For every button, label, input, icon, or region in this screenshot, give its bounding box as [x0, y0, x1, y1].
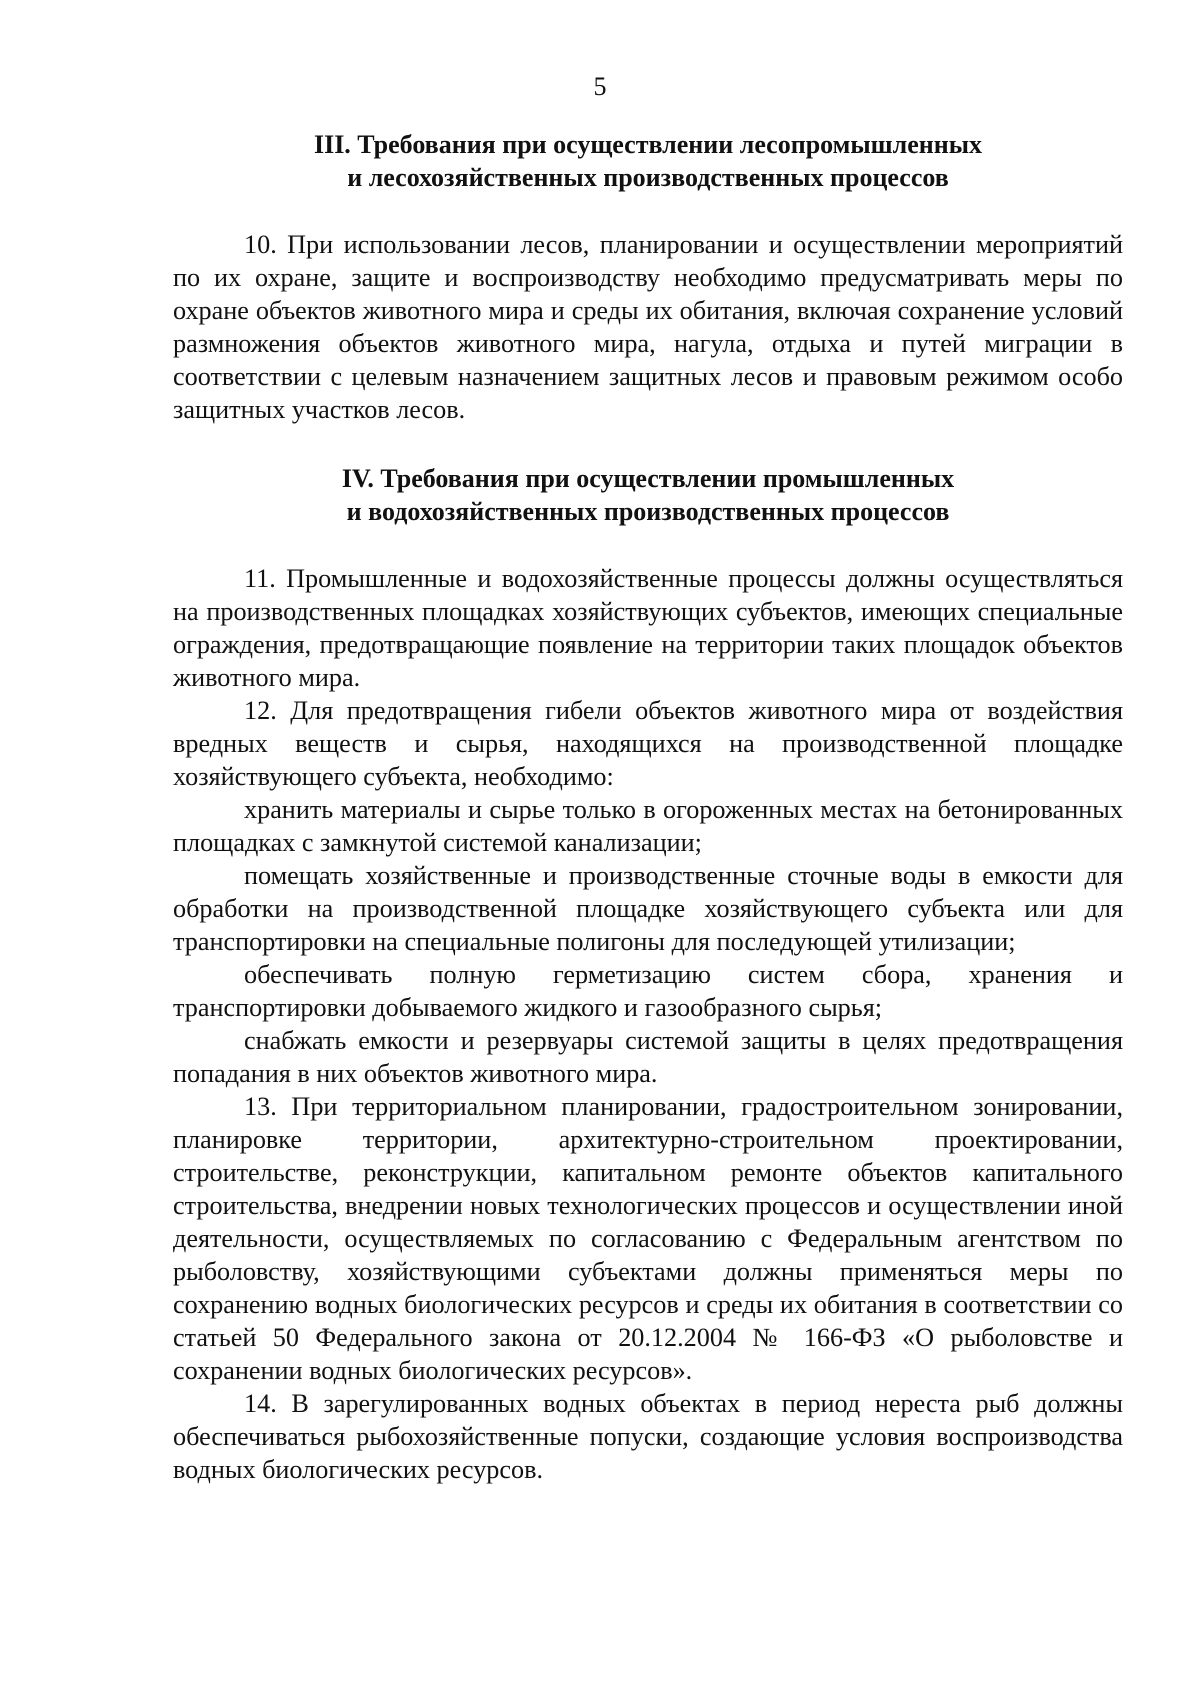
page-number: 5 [593, 72, 607, 101]
section-title-line: IV. Требования при осуществлении промышленных [341, 464, 955, 493]
section-3 [173, 128, 1123, 426]
document-body [173, 128, 1123, 1486]
clause-12: 12. Для предотвращения гибели объектов животного мира от воздействия вредных веществ и сырья, находящихся на производственной площадке хозяйствующего субъекта, необходимо: [173, 696, 1123, 791]
section-4 [173, 462, 1123, 1486]
clause-12-item: обеспечивать полную герметизацию систем сбора, хранения и транспортировки добываемого жидкого и газообразного сырья; [173, 960, 1123, 1022]
section-title [173, 462, 1123, 528]
section-title [173, 128, 1123, 194]
section-title-line: и лесохозяйственных производственных процессов [347, 163, 949, 192]
clause-12-item: снабжать емкости и резервуары системой защиты в целях предотвращения попадания в них объектов животного мира. [173, 1026, 1123, 1088]
clause-11: 11. Промышленные и водохозяйственные процессы должны осуществляться на производственных площадках хозяйствующих субъектов, имеющих специальные ограждения, предотвращающие появление на территории таких площадок объектов животного мира. [173, 564, 1123, 692]
clause-12-item: помещать хозяйственные и производственные сточные воды в емкости для обработки на производственной площадке хозяйствующего субъекта или для транспортировки на специальные полигоны для последующей утилизации; [173, 861, 1123, 956]
section-title-line: III. Требования при осуществлении лесопромышленных [313, 130, 983, 159]
clause-14: 14. В зарегулированных водных объектах в период нереста рыб должны обеспечиваться рыбохозяйственные попуски, создающие условия воспроизводства водных биологических ресурсов. [173, 1389, 1123, 1484]
section-title-line: и водохозяйственных производственных процессов [346, 497, 950, 526]
clause-10: 10. При использовании лесов, планировании и осуществлении мероприятий по их охране, защите и воспроизводству необходимо предусматривать меры по охране объектов животного мира и среды их обитания, включая сохранение условий размножения объектов животного мира, нагула, отдыха и путей миграции в соответствии с целевым назначением защитных лесов и правовым режимом особо защитных участков лесов. [173, 230, 1123, 424]
clause-12-item: хранить материалы и сырье только в огороженных местах на бетонированных площадках с замкнутой системой канализации; [173, 795, 1123, 857]
clause-13: 13. При территориальном планировании, градостроительном зонировании, планировке территории, архитектурно-строительном проектировании, строительстве, реконструкции, капитальном ремонте объектов капитального строительства, внедрении новых технологических процессов и осуществлении иной деятельности, осуществляемых по согласованию с Федеральным агентством по рыболовству, хозяйствующими субъектами должны применяться меры по сохранению водных биологических ресурсов и среды их обитания в соответствии со статьей 50 Федерального закона от 20.12.2004 № 166-ФЗ «О рыболовстве и сохранении водных биологических ресурсов». [173, 1092, 1123, 1385]
